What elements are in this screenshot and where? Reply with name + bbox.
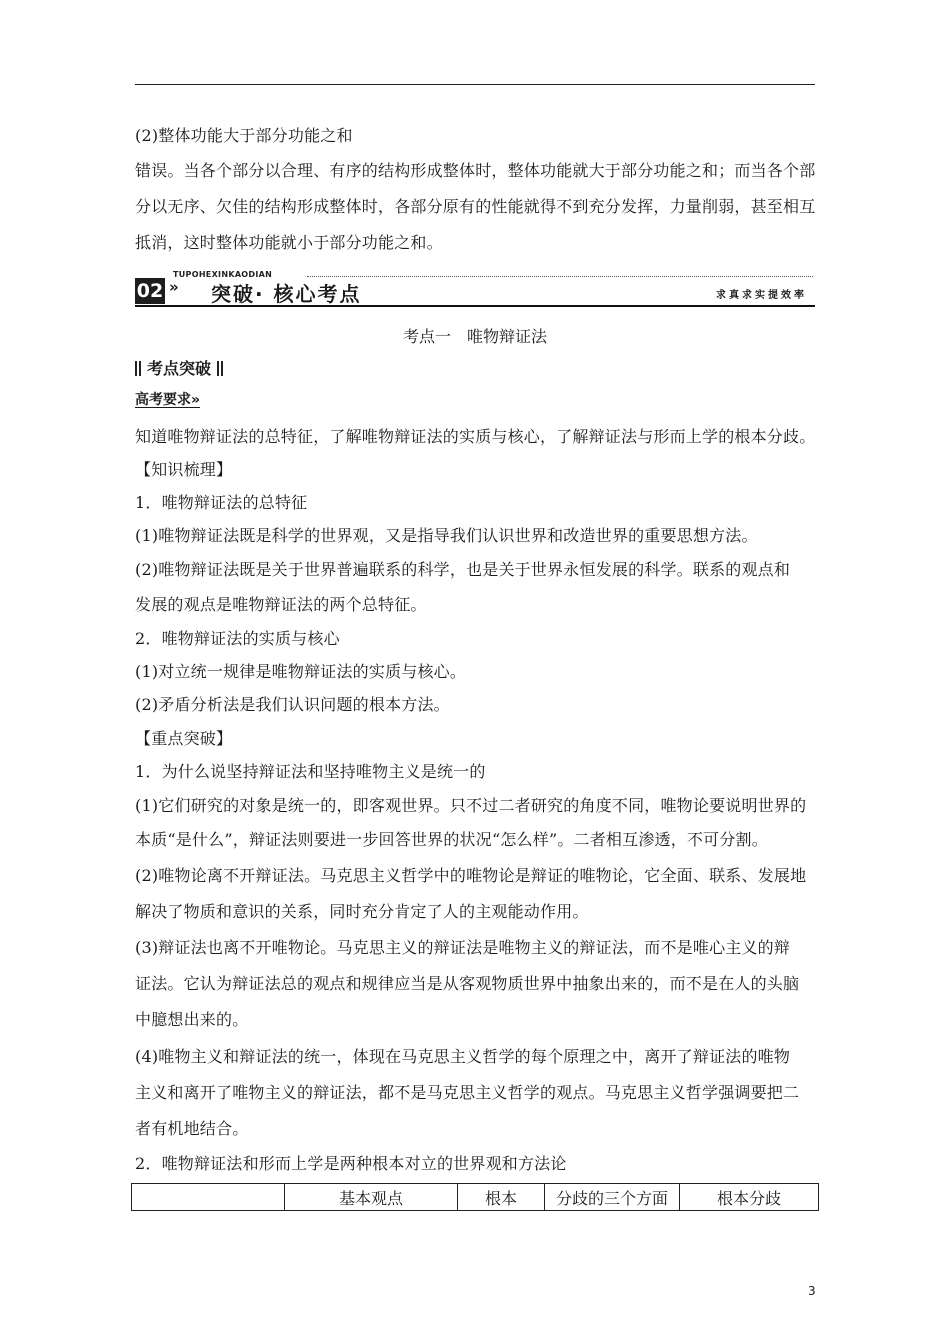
body-line: (1)对立统一规律是唯物辩证法的实质与核心。	[135, 662, 467, 681]
body-line: 1．为什么说坚持辩证法和坚持唯物主义是统一的	[135, 762, 486, 781]
body-line: 本质“是什么”，辩证法则要进一步回答世界的状况“怎么样”。二者相互渗透，不可分割。	[135, 830, 768, 849]
intro-line: (2)整体功能大于部分功能之和	[135, 126, 353, 145]
section-banner	[135, 268, 815, 308]
banner-dotted-rule	[307, 276, 813, 277]
body-line: 证法。它认为辩证法总的观点和规律应当是从客观物质世界中抽象出来的，而不是在人的头脑	[135, 974, 800, 993]
body-line: (2)唯物辩证法既是关于世界普遍联系的科学，也是关于世界永恒发展的科学。联系的观点和	[135, 560, 791, 579]
kaodian-title: 考点一 唯物辩证法	[402, 327, 547, 346]
banner-motto: 求真求实提效率	[716, 290, 807, 301]
section-heading-text: 考点突破	[147, 359, 212, 378]
table-header-cell: 分歧的三个方面	[545, 1184, 680, 1211]
body-line: 解决了物质和意识的关系，同时充分肯定了人的主观能动作用。	[135, 902, 589, 921]
body-line: (1)它们研究的对象是统一的，即客观世界。只不过二者研究的角度不同，唯物论要说明世界的	[135, 796, 807, 815]
chevron-icon: »	[169, 278, 179, 296]
requirement-label: 高考要求»	[135, 392, 201, 408]
table-header-cell: 根本	[458, 1184, 545, 1211]
body-line: 2．唯物辩证法的实质与核心	[135, 629, 340, 648]
intro-line: 抵消，这时整体功能就小于部分功能之和。	[135, 233, 443, 252]
intro-line: 分以无序、欠佳的结构形成整体时，各部分原有的性能就得不到充分发挥，力量削弱，甚至相互	[135, 197, 816, 216]
body-line: (4)唯物主义和辩证法的统一，体现在马克思主义哲学的每个原理之中，离开了辩证法的唯物	[135, 1047, 791, 1066]
body-line: (1)唯物辩证法既是科学的世界观，又是指导我们认识世界和改造世界的重要思想方法。	[135, 526, 758, 545]
body-line: 主义和离开了唯物主义的辩证法，都不是马克思主义哲学的观点。马克思主义哲学强调要把二	[135, 1083, 800, 1102]
page-number: 3	[808, 1284, 816, 1298]
comparison-table	[131, 1183, 819, 1211]
table-header-row	[132, 1184, 819, 1211]
double-bar-icon	[135, 361, 141, 376]
body-line: 者有机地结合。	[135, 1119, 249, 1138]
body-line: 2．唯物辩证法和形而上学是两种根本对立的世界观和方法论	[135, 1154, 567, 1173]
banner-underline	[135, 305, 815, 307]
body-line: 中臆想出来的。	[135, 1010, 249, 1029]
body-line: 发展的观点是唯物辩证法的两个总特征。	[135, 595, 427, 614]
banner-number: 02	[136, 280, 164, 302]
banner-pinyin: TUPOHEXINKAODIAN	[173, 270, 273, 279]
body-line: 知道唯物辩证法的总特征，了解唯物辩证法的实质与核心，了解辩证法与形而上学的根本分歧。	[135, 427, 816, 446]
body-line: 【知识梳理】	[135, 460, 233, 479]
intro-line: 错误。当各个部分以合理、有序的结构形成整体时，整体功能就大于部分功能之和；而当各个部	[135, 161, 816, 180]
banner-title: 突破· 核心考点	[211, 282, 362, 306]
double-bar-icon	[217, 361, 223, 376]
body-line: (2)矛盾分析法是我们认识问题的根本方法。	[135, 695, 450, 714]
table-header-cell: 根本分歧	[680, 1184, 819, 1211]
table-header-cell: 基本观点	[285, 1184, 458, 1211]
body-line: (2)唯物论离不开辩证法。马克思主义哲学中的唯物论是辩证的唯物论，它全面、联系、发展地	[135, 866, 807, 885]
table-header-cell	[132, 1184, 285, 1211]
header-rule	[135, 84, 815, 85]
body-line: 1．唯物辩证法的总特征	[135, 493, 308, 512]
section-heading	[135, 356, 229, 379]
body-line: (3)辩证法也离不开唯物论。马克思主义的辩证法是唯物主义的辩证法，而不是唯心主义的辩	[135, 938, 791, 957]
body-line: 【重点突破】	[135, 729, 233, 748]
